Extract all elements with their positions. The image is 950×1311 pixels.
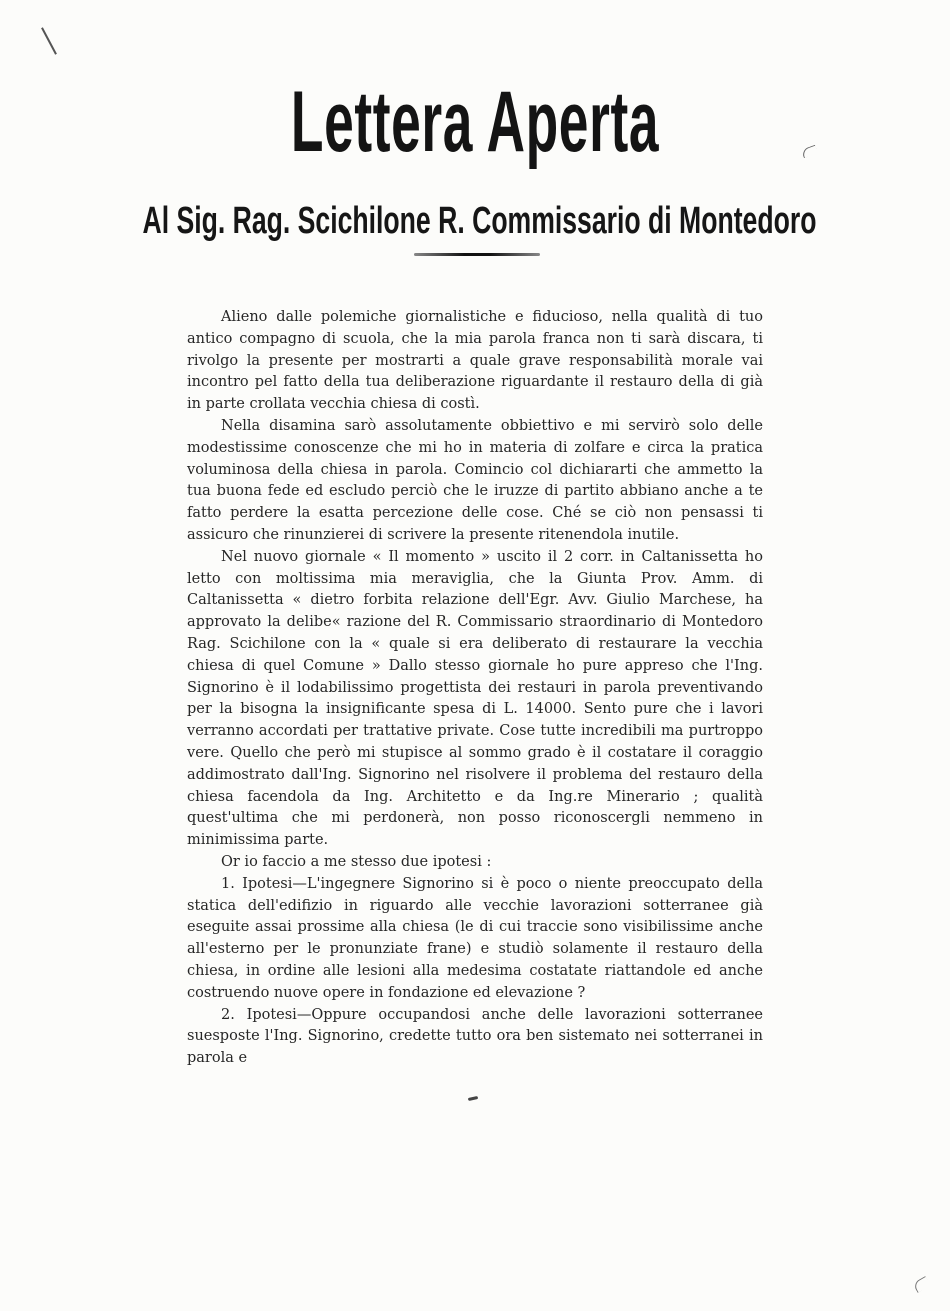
paragraph: Nel nuovo giornale « Il momento » uscito il 2 corr. in Caltanissetta ho letto con moltissima mia meraviglia, che la Giunta Prov. Amm. di Caltanissetta « dietro forbita relazione dell'Egr. Avv. Giulio Marchese, ha approvato la delibe« razione del R. Commissario straordinario di Montedoro Rag. Scichilone con la « quale si era deliberato di restaurare la vecchia chiesa di quel Comune » Dallo stesso giornale ho pure appreso che l'Ing. Signorino è il lodabilissimo progettista dei restauri in parola preventivando per la bisogna la insignificante spesa di L. 14000. Sento pure che i lavori verranno accordati per trattative private. Cose tutte incredibili ma purtroppo vere. Quello che però mi stupisce al sommo grado è il costatare il coraggio addimostrato dall'Ing. Signorino nel risolvere il problema del restauro della chiesa facendola da Ing. Architetto e da Ing.re Minerario ; qualità quest'ultima che mi perdonerà, non posso riconoscergli nemmeno in minimissima parte.	[187, 548, 763, 849]
paragraph: Nella disamina sarò assolutamente obbiettivo e mi servirò solo delle modestissime conoscenze che mi ho in materia di zolfare e circa la pratica voluminosa della chiesa in parola. Comincio col dichiararti che ammetto la tua buona fede ed escludo perciò che le iruzze di partito abbiano anche a te fatto perdere la esatta percezione delle cose. Ché se ciò non pensassi ti assicuro che rinunzierei di scrivere la presente ritenendola inutile.	[187, 417, 763, 543]
paragraph: 2. Ipotesi—Oppure occupandosi anche delle lavorazioni sotterranee suesposte l'Ing. Signorino, credette tutto ora ben sistemato nei sotterranei in parola e	[187, 1006, 763, 1067]
letter-addressee: Al Sig. Rag. Scichilone R. Commissario di Montedoro	[142, 200, 817, 242]
scan-mark	[912, 1276, 930, 1293]
scan-mark	[41, 27, 57, 54]
scan-mark	[468, 1096, 478, 1101]
letter-body	[187, 307, 763, 1070]
letter-title: Lettera Aperta	[290, 74, 660, 170]
decorative-rule	[414, 253, 540, 256]
paragraph: Or io faccio a me stesso due ipotesi :	[221, 853, 492, 870]
scan-mark	[801, 145, 818, 159]
paragraph: Alieno dalle polemiche giornalistiche e fiducioso, nella qualità di tuo antico compagno di scuola, che la mia parola franca non ti sarà discara, ti rivolgo la presente per mostrarti a quale grave responsabilità morale vai incontro pel fatto della tua deliberazione riguardante il restauro della di già in parte crollata vecchia chiesa di costì.	[187, 309, 763, 413]
paragraph: 1. Ipotesi—L'ingegnere Signorino si è poco o niente preoccupato della statica dell'edifizio in riguardo alle vecchie lavorazioni sotterranee già eseguite assai prossime alla chiesa (le di cui traccie sono visibilissime anche all'esterno per le pronunziate frane) e studiò solamente il restauro della chiesa, in ordine alle lesioni alla medesima costatate riattandole ed anche costruendo nuove opere in fondazione ed elevazione ?	[187, 875, 763, 1001]
